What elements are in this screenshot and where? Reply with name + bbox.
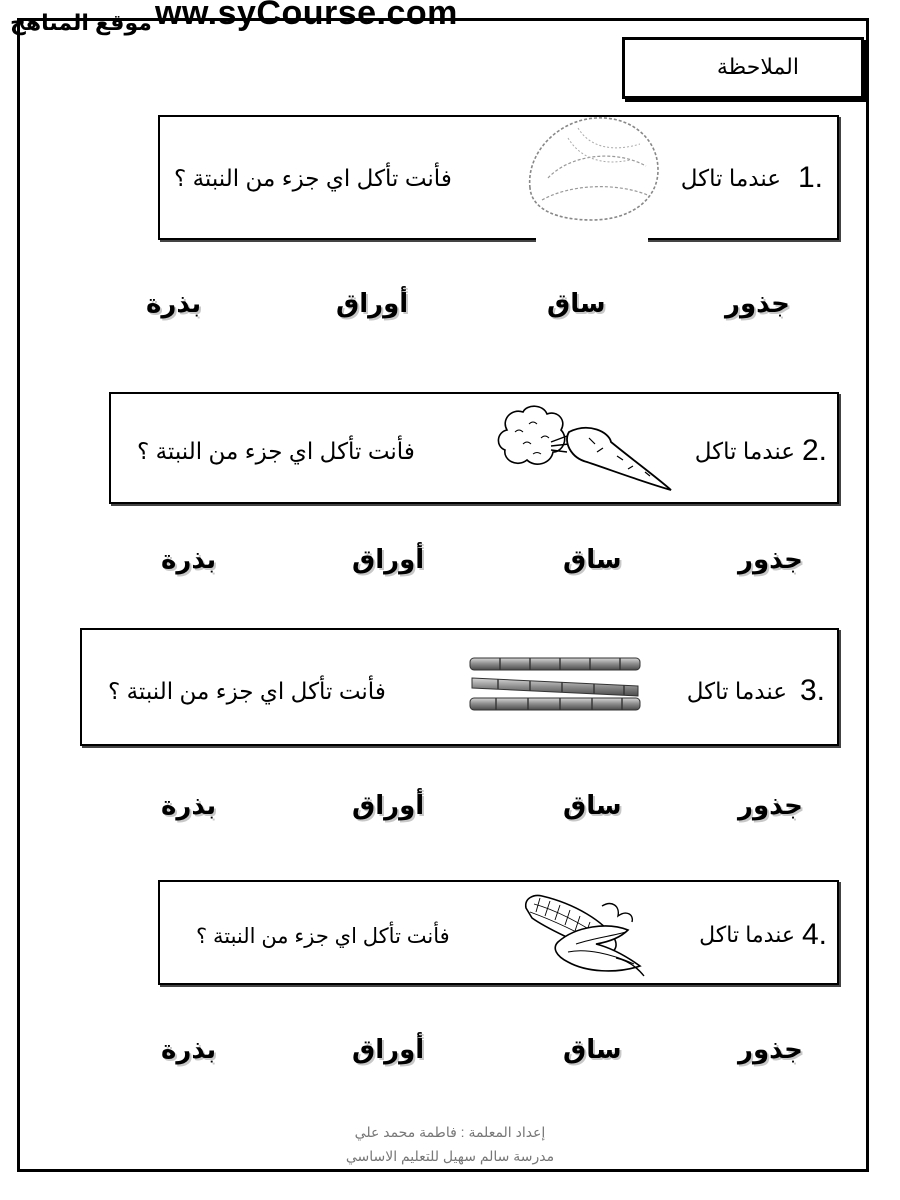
question-3-box (80, 628, 839, 746)
question-4-box (158, 880, 839, 985)
q3-option-roots[interactable]: جذور (738, 790, 803, 820)
q1-option-seed[interactable]: بذرة (146, 288, 202, 318)
lettuce-icon (518, 108, 668, 243)
q4-option-roots[interactable]: جذور (738, 1034, 803, 1064)
question-1-suffix: فأنت تأكل اي جزء من النبتة ؟ (174, 165, 452, 191)
question-2-number: 2. (801, 434, 827, 467)
question-3-number: 3. (799, 674, 825, 707)
question-1-prefix: عندما تاكل (680, 165, 781, 191)
notes-box (622, 37, 864, 99)
question-3-prefix: عندما تاكل (686, 678, 787, 704)
q4-option-stem[interactable]: ساق (563, 1034, 622, 1064)
carrot-icon (493, 402, 675, 494)
question-2-box (109, 392, 839, 504)
site-label: موقع المناهج (10, 10, 152, 35)
question-1-box (158, 115, 839, 240)
q3-option-stem[interactable]: ساق (563, 790, 622, 820)
q2-option-roots[interactable]: جذور (738, 544, 803, 574)
q4-option-leaves[interactable]: أوراق (352, 1034, 425, 1064)
q2-option-seed[interactable]: بذرة (161, 544, 217, 574)
q1-option-roots[interactable]: جذور (725, 288, 790, 318)
question-4-suffix: فأنت تأكل اي جزء من النبتة ؟ (196, 925, 450, 948)
question-2-prefix: عندما تاكل (694, 438, 795, 464)
q3-option-seed[interactable]: بذرة (161, 790, 217, 820)
q2-option-stem[interactable]: ساق (563, 544, 622, 574)
q3-option-leaves[interactable]: أوراق (352, 790, 425, 820)
q1-option-leaves[interactable]: أوراق (336, 288, 409, 318)
site-url: ww.syCourse.com (155, 0, 458, 32)
footer-teacher: إعداد المعلمة : فاطمة محمد علي (354, 1124, 546, 1140)
question-3-suffix: فأنت تأكل اي جزء من النبتة ؟ (108, 678, 386, 704)
q4-option-seed[interactable]: بذرة (161, 1034, 217, 1064)
q1-option-stem[interactable]: ساق (547, 288, 606, 318)
footer-school: مدرسة سالم سهيل للتعليم الاساسي (345, 1148, 555, 1164)
corn-icon (516, 882, 654, 982)
sugarcane-icon (468, 654, 644, 714)
question-1-number: 1. (797, 161, 823, 194)
question-4-prefix: عندما تاكل (699, 922, 795, 947)
question-2-suffix: فأنت تأكل اي جزء من النبتة ؟ (137, 438, 415, 464)
notes-label: الملاحظة (716, 54, 799, 79)
q2-option-leaves[interactable]: أوراق (352, 544, 425, 574)
question-4-number: 4. (801, 918, 827, 951)
